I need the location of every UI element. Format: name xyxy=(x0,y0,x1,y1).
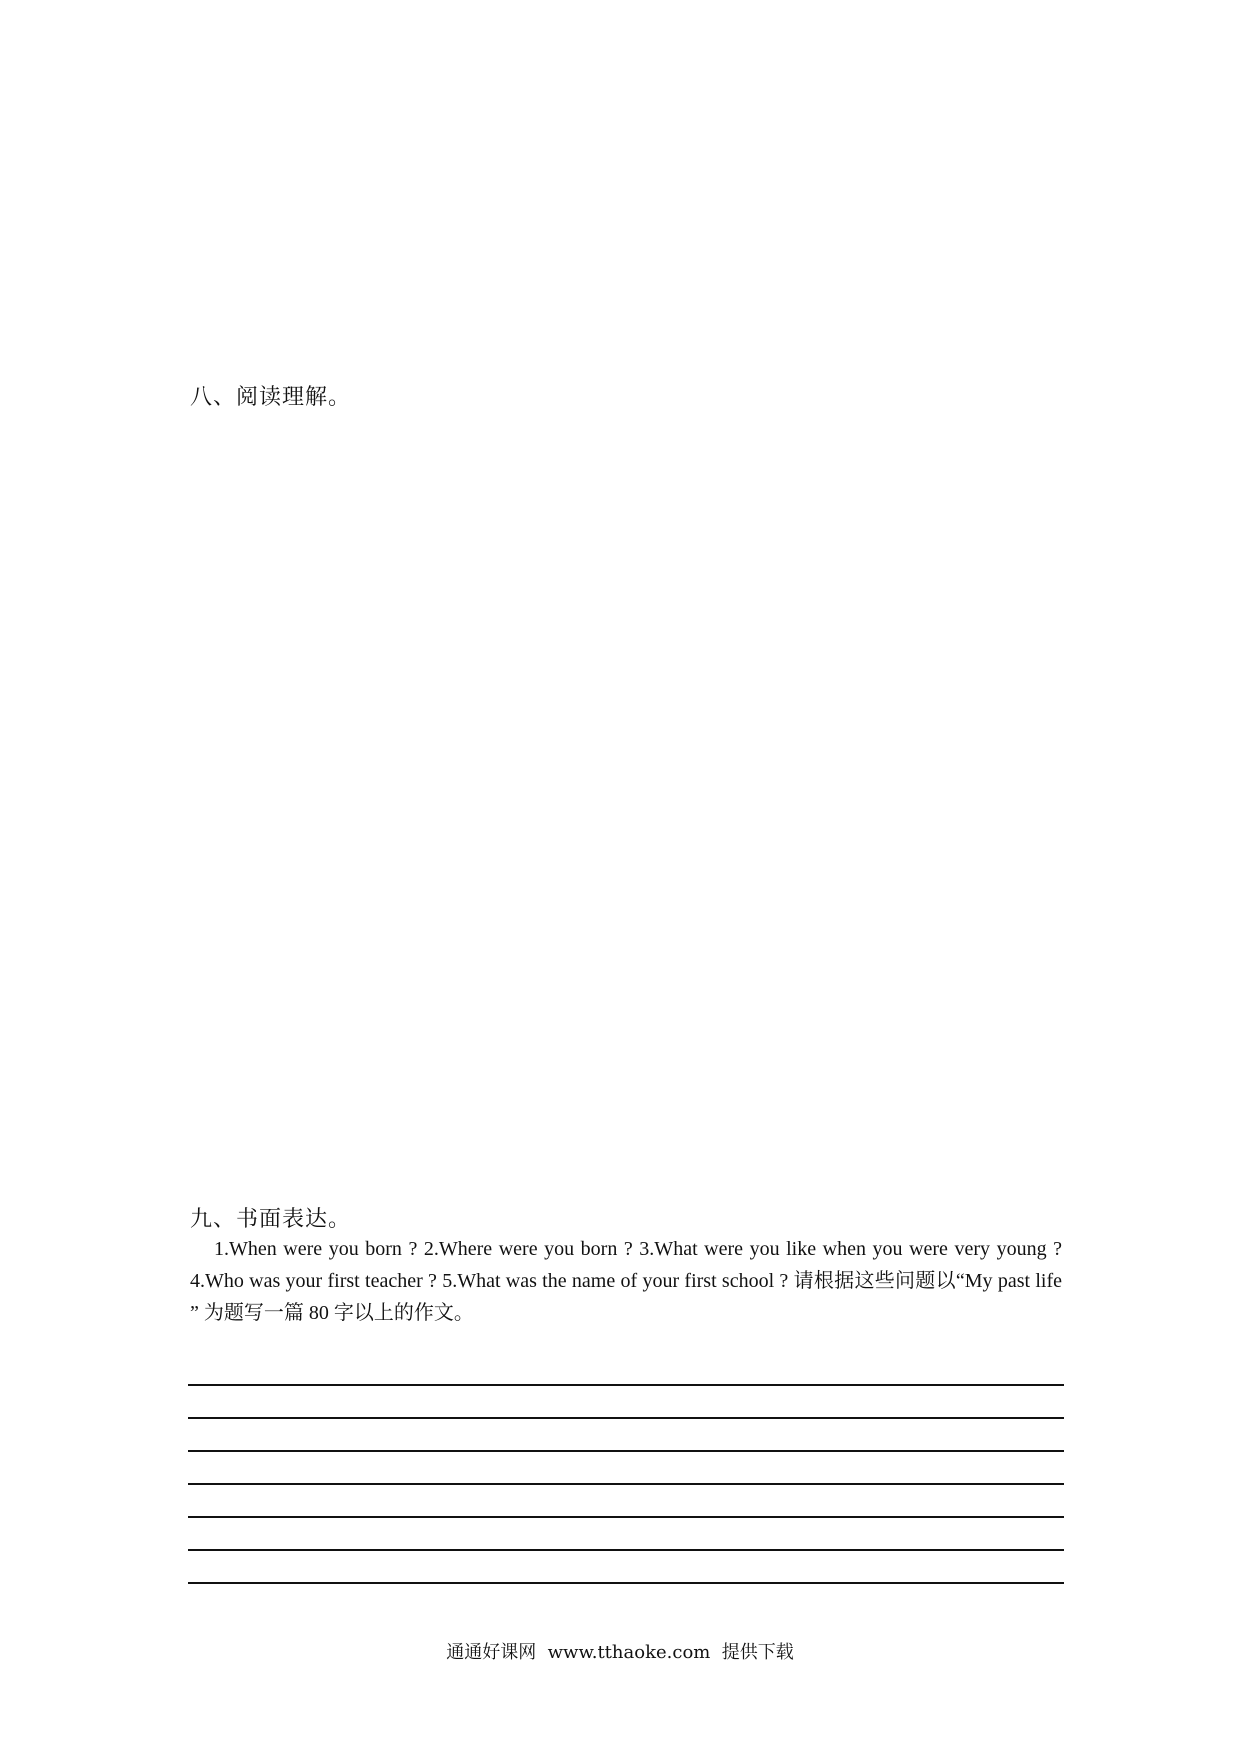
answer-lines xyxy=(188,1353,1064,1584)
answer-line[interactable] xyxy=(188,1419,1064,1452)
section-8-heading: 八、阅读理解。 xyxy=(190,385,352,410)
footer-credit: 通通好课网 www.tthaoke.com 提供下载 xyxy=(446,1642,794,1663)
answer-line[interactable] xyxy=(188,1518,1064,1551)
section-9-heading: 九、书面表达。 xyxy=(190,1207,352,1232)
answer-line[interactable] xyxy=(188,1353,1064,1386)
answer-line[interactable] xyxy=(188,1551,1064,1584)
answer-line[interactable] xyxy=(188,1485,1064,1518)
answer-line[interactable] xyxy=(188,1386,1064,1419)
writing-prompt: 1.When were you born ? 2.Where were you born ? 3.What were you like when you were very young ? 4.Who was your first teacher ? 5.What was the name of your first school ? 请根据这些问题以“My past life ” 为题写一篇 80 字以上的作文。 xyxy=(190,1238,1062,1324)
answer-line[interactable] xyxy=(188,1452,1064,1485)
